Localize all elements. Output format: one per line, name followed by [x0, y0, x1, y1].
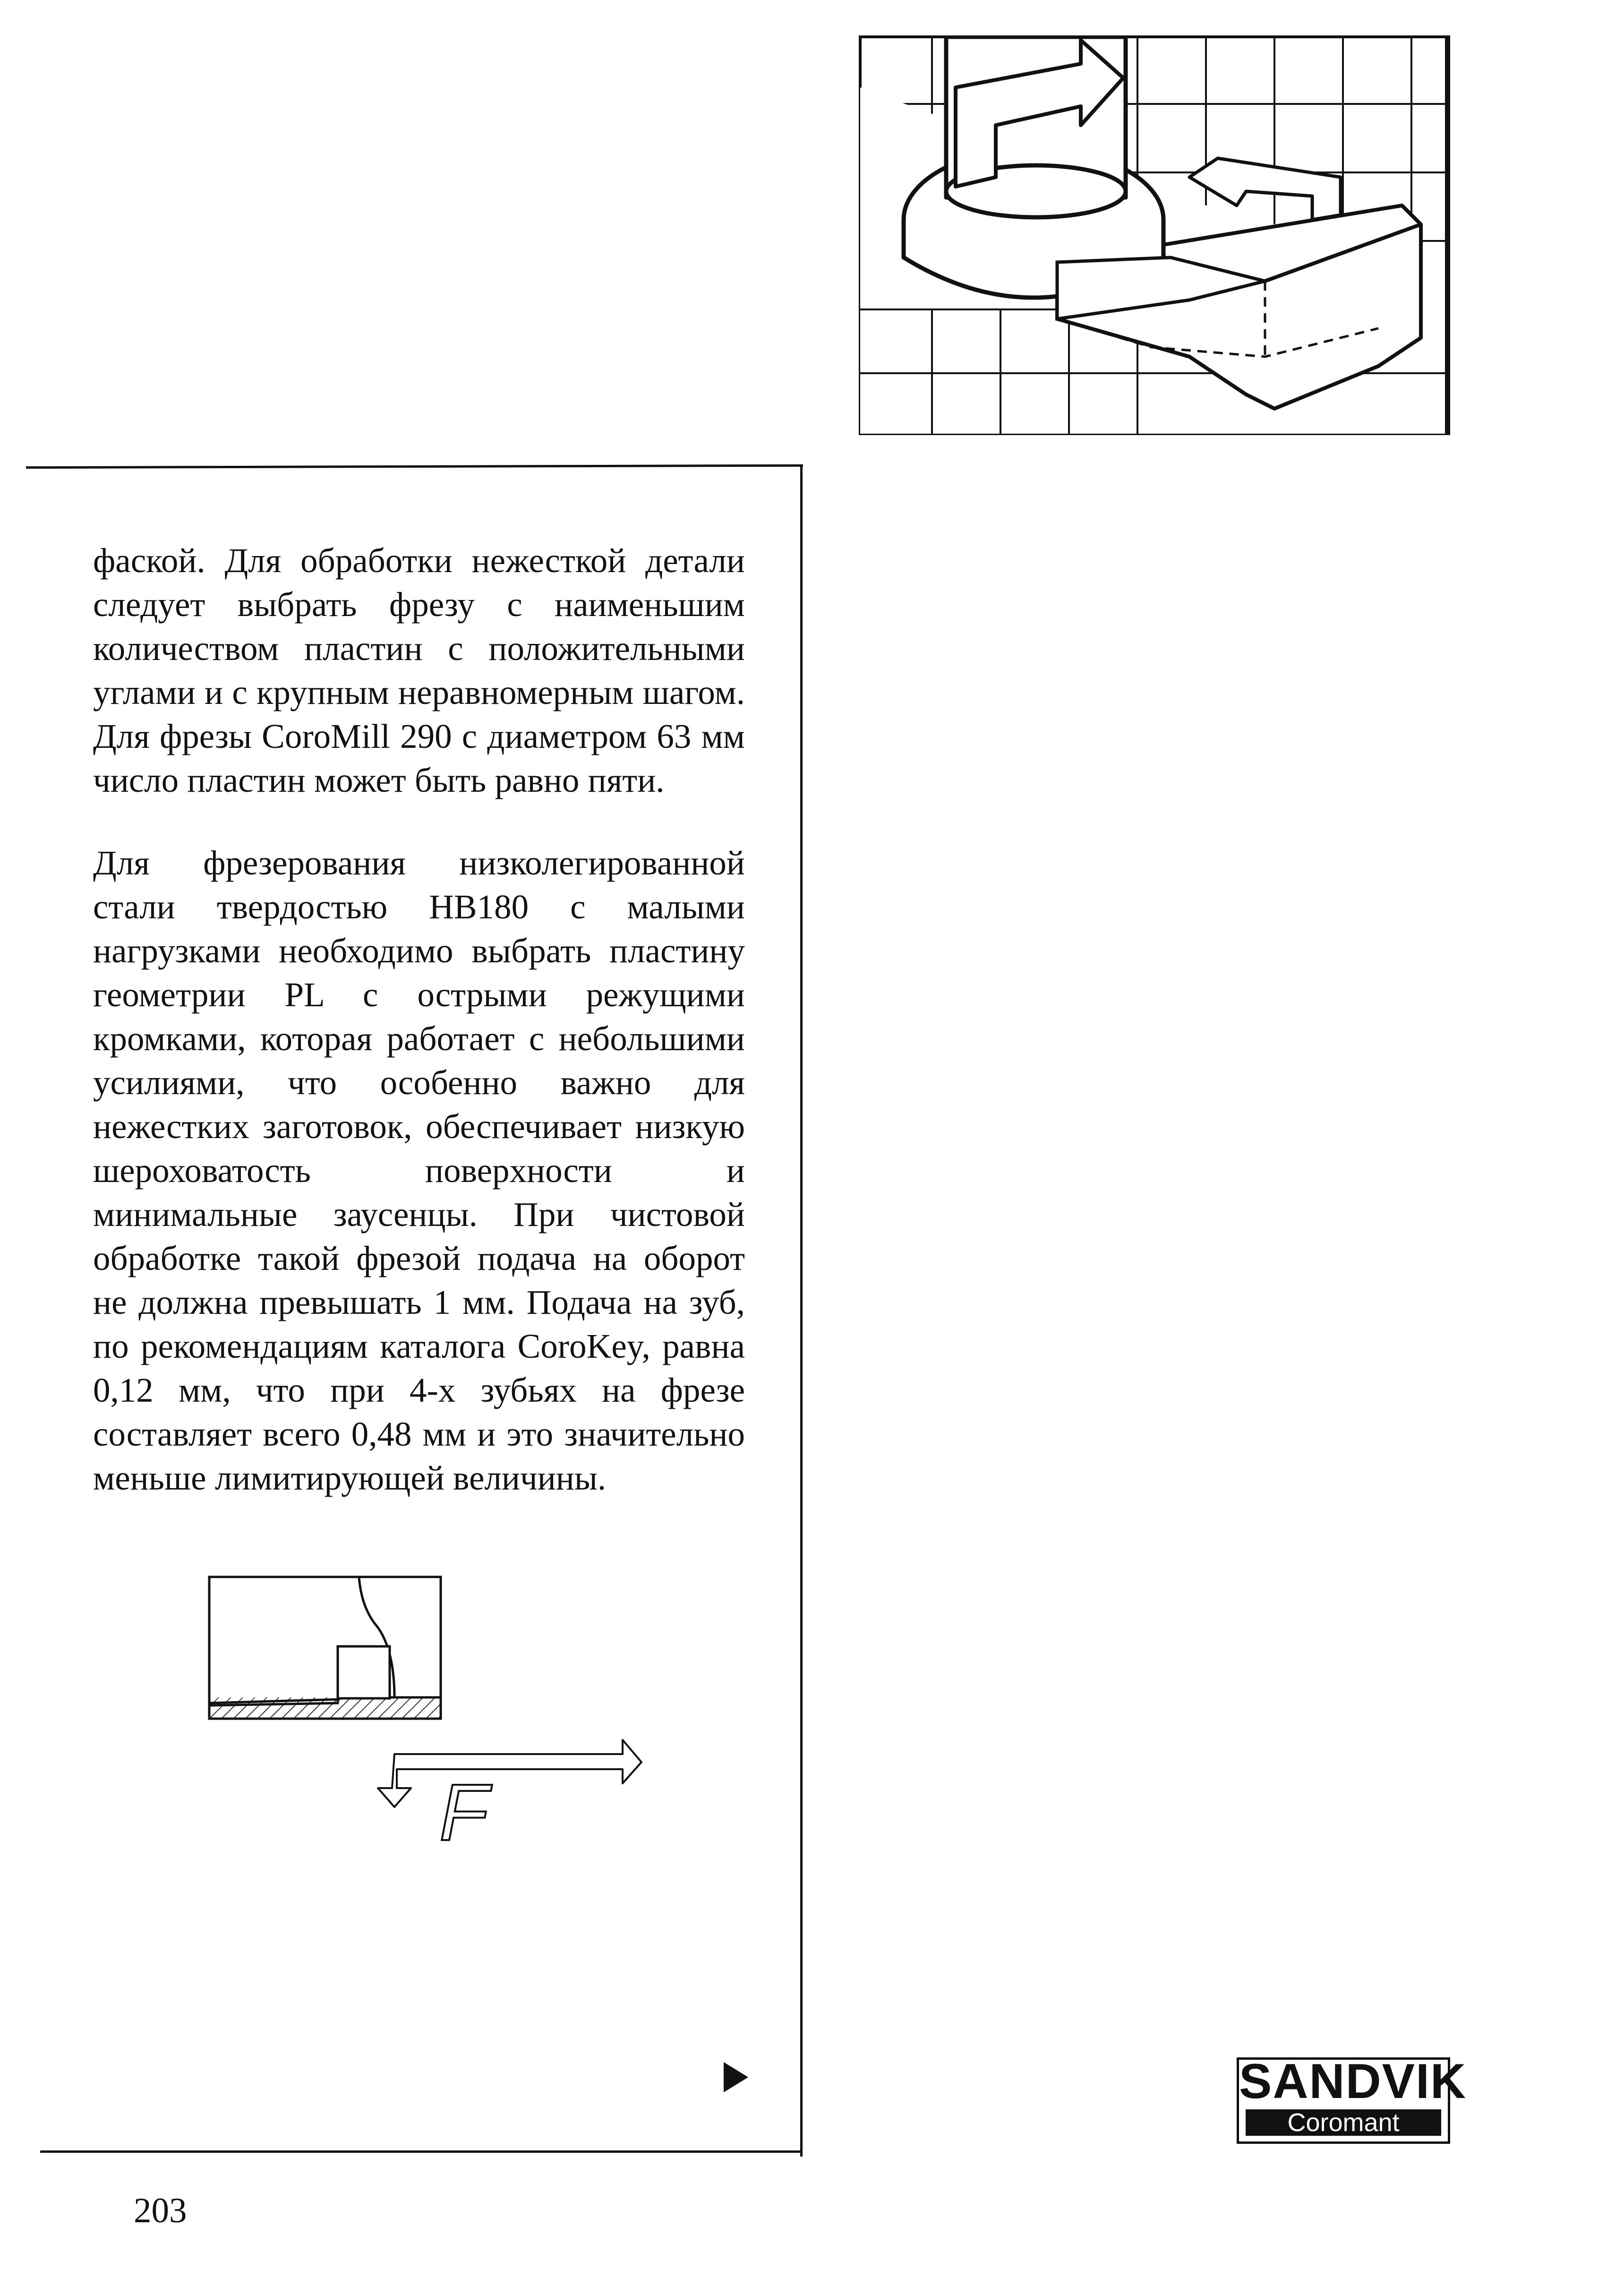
sandvik-coromant-logo [1237, 2054, 1467, 2144]
frame-right-rule [800, 465, 803, 2157]
paragraph: фаской. Для обработки нежесткой детали следует выбрать фрезу с наименьшим количеством пластин с положительными углами и с крупным неравномерным шагом. Для фрезы CoroMill 290 с диаметром 63 мм число пластин может быть равно пяти. [93, 541, 745, 799]
paragraph: Для фрезерования низколегированной стали твердостью НВ180 с малыми нагрузками необходимо выбрать пластину геометрии PL с острыми режущими кромками, которая работает с небольшими усилиями, что особенно важно для нежестких заготовок, обеспечивает низкую шероховатость поверхности и минимальные заусенцы. При чистовой обработке такой фрезой подача на оборот не должна превышать 1 мм. Подача на зуб, по рекомендациям каталога CoroKey, равна 0,12 мм, что при 4-х зубьях на фрезе составляет всего 0,48 мм и это значительно меньше лимитирующей величины. [93, 844, 745, 1497]
feed-diagram [208, 1576, 652, 1859]
body-text [93, 539, 745, 1539]
milling-cutter-illustration [859, 35, 1451, 436]
page-number: 203 [134, 2191, 187, 2230]
logo-brand: SANDVIK [1239, 2054, 1467, 2109]
frame-top-rule [26, 464, 803, 469]
logo-sub: Coromant [1246, 2109, 1441, 2136]
frame-bottom-rule [40, 2150, 803, 2153]
feed-label: F [439, 1768, 488, 1858]
play-triangle-icon[interactable] [724, 2062, 748, 2092]
